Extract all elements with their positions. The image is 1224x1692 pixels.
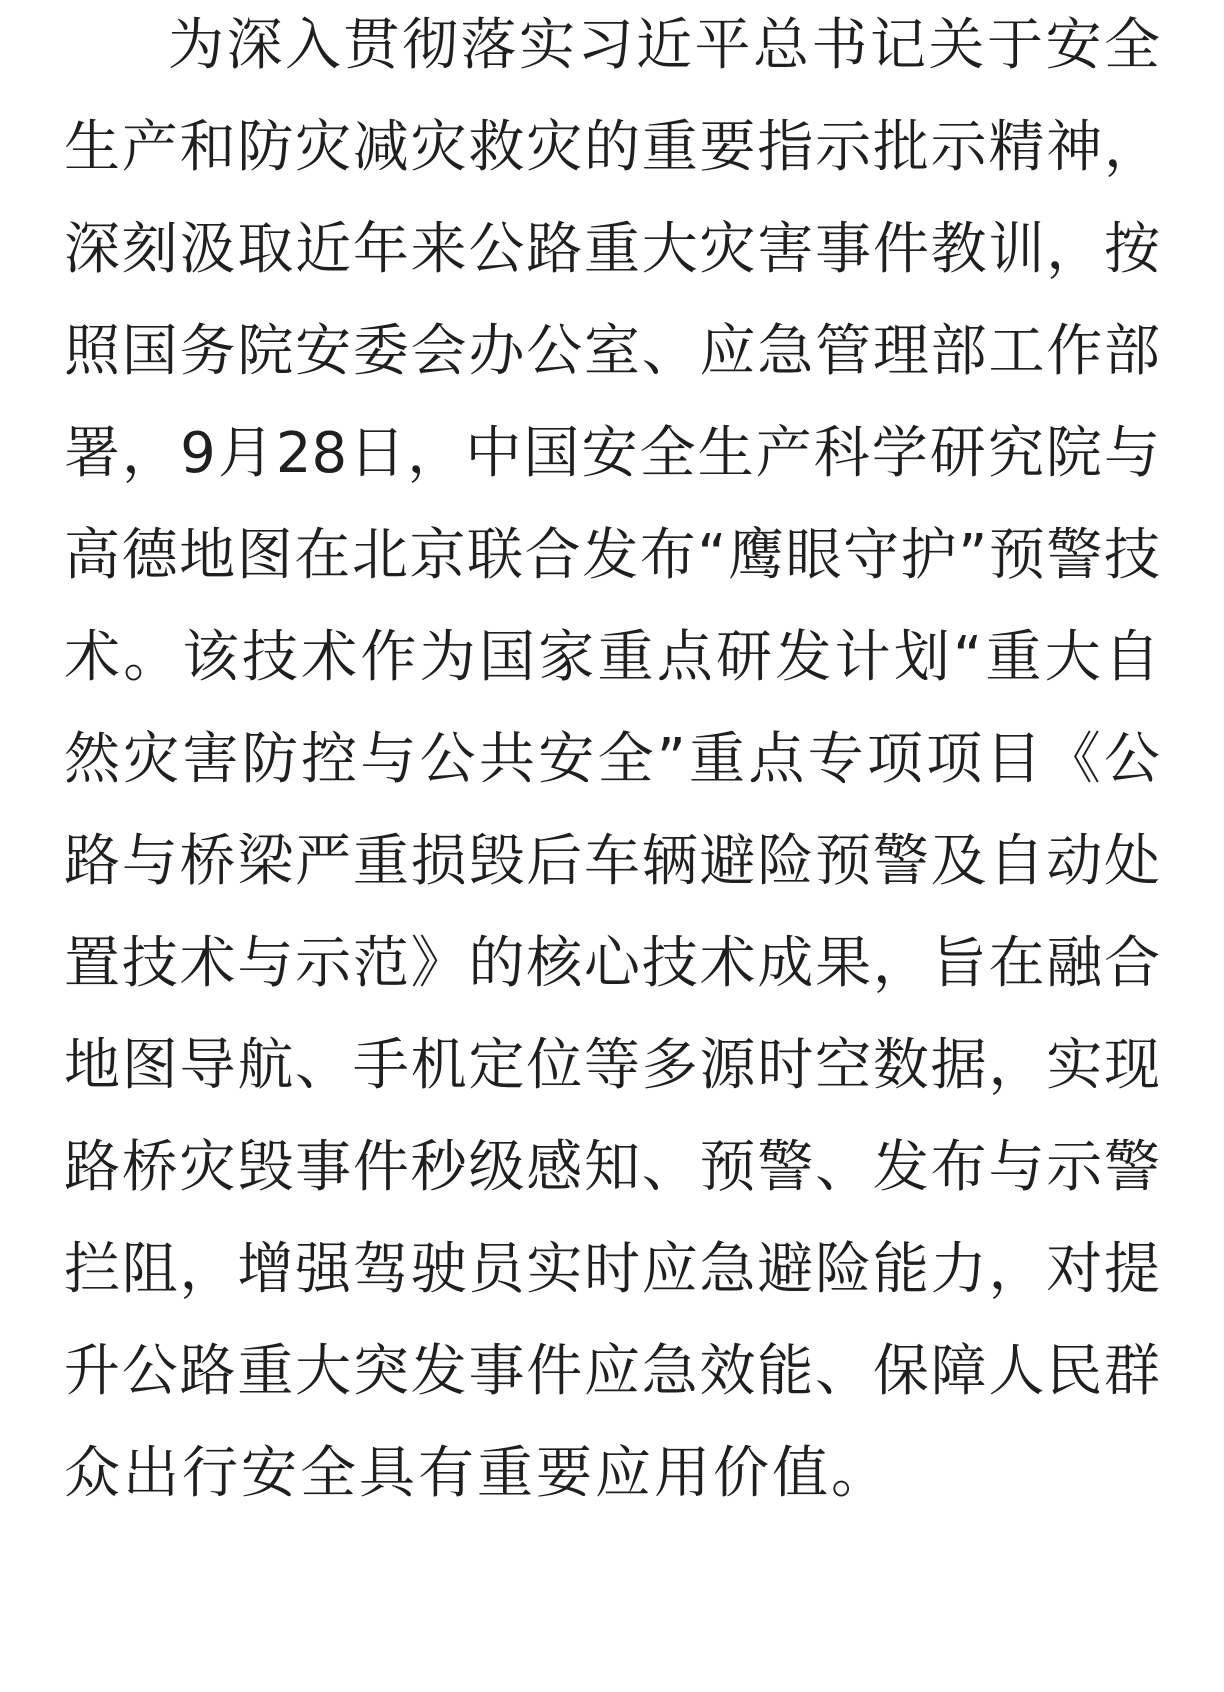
paragraph-line-14: 升公路重大突发事件应急效能、保障人民群	[64, 1339, 1160, 1404]
paragraph-line-3: 深刻汲取近年来公路重大灾害事件教训，按	[64, 217, 1160, 282]
paragraph-line-9: 路与桥梁严重损毁后车辆避险预警及自动处	[64, 829, 1160, 894]
paragraph-line-15: 众出行安全具有重要应用价值。	[64, 1441, 890, 1506]
paragraph-line-1: 为深入贯彻落实习近平总书记关于安全	[168, 13, 1160, 78]
paragraph-line-12: 路桥灾毁事件秒级感知、预警、发布与示警	[64, 1135, 1160, 1200]
paragraph-line-4: 照国务院安委会办公室、应急管理部工作部	[64, 319, 1160, 384]
paragraph-line-10: 置技术与示范》的核心技术成果，旨在融合	[64, 931, 1160, 996]
paragraph-line-11: 地图导航、手机定位等多源时空数据，实现	[64, 1033, 1160, 1098]
paragraph-line-8: 然灾害防控与公共安全”重点专项项目《公	[64, 727, 1160, 792]
paragraph-line-2: 生产和防灾减灾救灾的重要指示批示精神，	[64, 115, 1160, 180]
paragraph-line-13: 拦阻，增强驾驶员实时应急避险能力，对提	[64, 1237, 1160, 1302]
paragraph-line-7: 术。该技术作为国家重点研发计划“重大自	[64, 625, 1160, 690]
paragraph-line-6: 高德地图在北京联合发布“鹰眼守护”预警技	[64, 523, 1160, 588]
paragraph-line-5: 署，9月28日，中国安全生产科学研究院与	[64, 421, 1160, 486]
